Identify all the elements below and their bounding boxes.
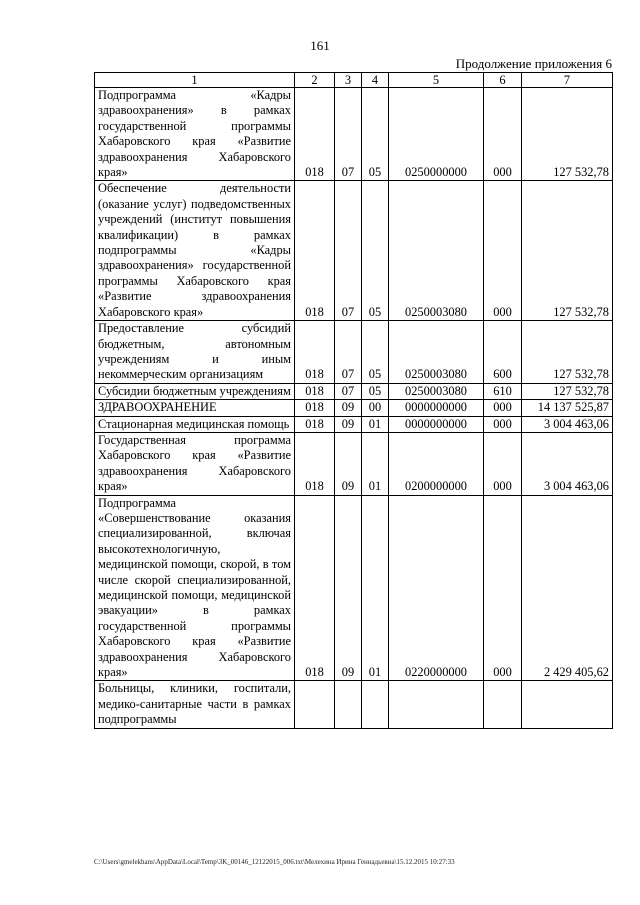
row-amount: 127 532,78 [522, 88, 613, 181]
column-header: 1 [95, 73, 295, 88]
row-expense-type-code: 000 [484, 432, 522, 495]
row-target-code: 0250003080 [389, 181, 484, 321]
row-expense-type-code [484, 681, 522, 728]
row-target-code: 0250003080 [389, 321, 484, 384]
row-name: Государственная программа Хабаровского края «Развитие здравоохранения Хабаровского края» [95, 432, 295, 495]
row-ministry-code: 018 [295, 432, 335, 495]
row-amount: 127 532,78 [522, 321, 613, 384]
page-number: 161 [310, 38, 330, 53]
row-amount: 2 429 405,62 [522, 495, 613, 681]
row-amount: 127 532,78 [522, 383, 613, 399]
row-section-code: 07 [335, 181, 362, 321]
row-amount: 127 532,78 [522, 181, 613, 321]
row-name: Подпрограмма «Совершенствование оказания специализированной, включая высокотехнологичную, медицинской помощи, скорой, в том числе скорой специализированной, медицинской помощи, медицинской эвакуации» в рамках государственной программы Хабаровского края «Развитие здравоохранения Хабаровского края» [95, 495, 295, 681]
row-target-code: 0250003080 [389, 383, 484, 399]
row-expense-type-code: 000 [484, 495, 522, 681]
row-target-code: 0250000000 [389, 88, 484, 181]
row-subsection-code: 05 [362, 321, 389, 384]
continuation-label: Продолжение приложения 6 [455, 56, 612, 71]
table-row [95, 416, 613, 432]
table-row [95, 88, 613, 181]
column-header: 7 [522, 73, 613, 88]
column-header: 4 [362, 73, 389, 88]
row-ministry-code: 018 [295, 383, 335, 399]
row-section-code: 07 [335, 383, 362, 399]
row-section-code: 09 [335, 432, 362, 495]
row-subsection-code: 01 [362, 416, 389, 432]
column-header-row [95, 73, 613, 88]
row-section-code: 09 [335, 400, 362, 416]
row-section-code: 07 [335, 88, 362, 181]
row-subsection-code: 01 [362, 495, 389, 681]
table-row [95, 383, 613, 399]
row-subsection-code [362, 681, 389, 728]
table-row [95, 495, 613, 681]
row-target-code: 0000000000 [389, 416, 484, 432]
table-row [95, 432, 613, 495]
row-name: Субсидии бюджетным учреждениям [95, 383, 295, 399]
row-target-code [389, 681, 484, 728]
row-expense-type-code: 600 [484, 321, 522, 384]
column-header: 2 [295, 73, 335, 88]
row-section-code: 09 [335, 495, 362, 681]
row-target-code: 0200000000 [389, 432, 484, 495]
table-row [95, 681, 613, 728]
row-subsection-code: 01 [362, 432, 389, 495]
row-expense-type-code: 000 [484, 181, 522, 321]
row-expense-type-code: 000 [484, 400, 522, 416]
budget-table [94, 72, 613, 729]
row-target-code: 0000000000 [389, 400, 484, 416]
row-name: Подпрограмма «Кадры здравоохранения» в рамках государственной программы Хабаровского края «Развитие здравоохранения Хабаровского края» [95, 88, 295, 181]
row-amount: 3 004 463,06 [522, 432, 613, 495]
row-ministry-code: 018 [295, 88, 335, 181]
table-row [95, 181, 613, 321]
row-subsection-code: 05 [362, 383, 389, 399]
column-header: 6 [484, 73, 522, 88]
row-subsection-code: 00 [362, 400, 389, 416]
row-section-code [335, 681, 362, 728]
row-expense-type-code: 000 [484, 88, 522, 181]
row-name: ЗДРАВООХРАНЕНИЕ [95, 400, 295, 416]
row-target-code: 0220000000 [389, 495, 484, 681]
column-header: 5 [389, 73, 484, 88]
row-subsection-code: 05 [362, 181, 389, 321]
row-expense-type-code: 610 [484, 383, 522, 399]
row-name: Обеспечение деятельности (оказание услуг) подведомственных учреждений (институт повышения квалификации) в рамках подпрограммы «Кадры здравоохранения» государственной программы Хабаровского края «Развитие здравоохранения Хабаровского края» [95, 181, 295, 321]
row-amount: 3 004 463,06 [522, 416, 613, 432]
row-ministry-code: 018 [295, 400, 335, 416]
table-row [95, 321, 613, 384]
file-path-footer: C:\Users\gmelekhans\AppData\Local\Temp\3K_00146_12122015_006.txt\Мелехина Ирина Геннадьевна\15.12.2015 10:27:33 [94, 858, 455, 866]
row-section-code: 09 [335, 416, 362, 432]
row-section-code: 07 [335, 321, 362, 384]
row-ministry-code [295, 681, 335, 728]
row-amount: 14 137 525,87 [522, 400, 613, 416]
row-name: Больницы, клиники, госпитали, медико-санитарные части в рамках подпрограммы [95, 681, 295, 728]
row-expense-type-code: 000 [484, 416, 522, 432]
row-name: Стационарная медицинская помощь [95, 416, 295, 432]
row-subsection-code: 05 [362, 88, 389, 181]
row-name: Предоставление субсидий бюджетным, автономным учреждениям и иным некоммерческим организациям [95, 321, 295, 384]
row-ministry-code: 018 [295, 321, 335, 384]
row-amount [522, 681, 613, 728]
table-row [95, 400, 613, 416]
row-ministry-code: 018 [295, 416, 335, 432]
row-ministry-code: 018 [295, 495, 335, 681]
column-header: 3 [335, 73, 362, 88]
row-ministry-code: 018 [295, 181, 335, 321]
